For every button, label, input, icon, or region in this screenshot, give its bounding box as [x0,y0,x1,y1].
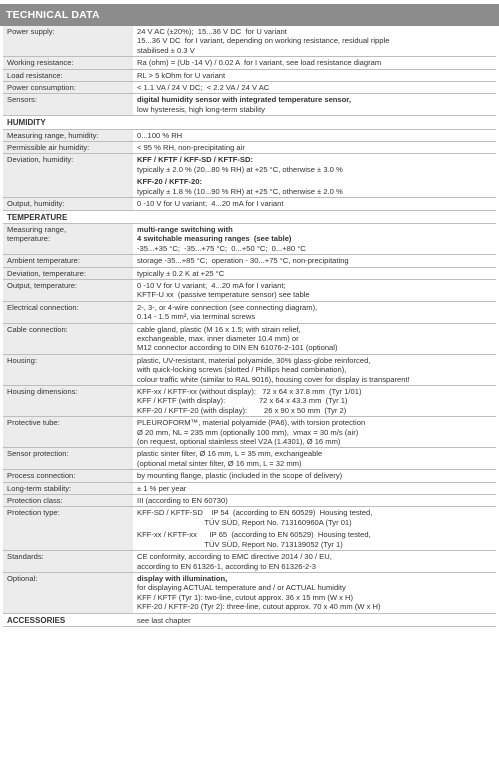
spec-value [133,507,496,551]
spec-label: Measuring range, temperature: [3,223,133,254]
spec-row [3,482,496,494]
spec-value [133,551,496,573]
spec-value-line: TÜV SÜD, Report No. 713139052 (Tyr 1) [137,539,343,549]
spec-value-line: 0.14 - 1.5 mm², via terminal screws [137,312,256,322]
spec-label: Cable connection: [3,323,133,354]
spec-value-line: KFF / KFTF (with display): 72 x 64 x 43.3 mm (Tyr 1) [137,396,348,406]
spec-label: Ambient temperature: [3,255,133,267]
spec-value-line: < 1.1 VA / 24 V DC; < 2.2 VA / 24 V AC [137,83,270,93]
spec-value [133,323,496,354]
spec-value-line: ± 1 % per year [137,483,187,493]
spec-value [133,223,496,254]
spec-value [133,482,496,494]
spec-value [133,57,496,69]
accessories-heading: ACCESSORIES [3,613,133,626]
spec-value-line: plastic, UV-resistant, material polyamide, 30% glass-globe reinforced, [137,355,371,365]
spec-value-line: exchangeable, max. inner diameter 10.4 mm) or [137,333,299,343]
spec-value-line: colour traffic white (similar to RAL 9016), housing cover for display is transparent! [137,374,410,384]
spec-value [133,354,496,385]
spec-value-line: 24 V AC (±20%); 15...36 V DC for U variant [137,27,287,36]
spec-value-line: typically ± 1.8 % (10...90 % RH) at +25 °C, otherwise ± 2.0 % [137,186,343,196]
spec-label: Sensor protection: [3,448,133,470]
spec-value-line: according to EN 61326-1, according to EN 61326-2-3 [137,561,316,571]
spec-value [133,129,496,141]
spec-value-line: typically ± 0.2 K at +25 °C [137,268,225,278]
spec-label: Measuring range, humidity: [3,129,133,141]
spec-label: Deviation, humidity: [3,154,133,198]
spec-row [3,223,496,254]
accessories-value: see last chapter [133,613,496,626]
spec-row [3,301,496,323]
spec-row [3,94,496,116]
spec-value [133,448,496,470]
spec-row [3,572,496,613]
spec-row [3,507,496,551]
spec-value-line: (on request, optional stainless steel V2A (1.4301), Ø 16 mm) [137,437,341,447]
spec-label: Deviation, temperature: [3,267,133,279]
spec-value-line: KFF-SD / KFTF-SD IP 54 (according to EN 60529) Housing tested, [137,508,373,518]
spec-label: Working resistance: [3,57,133,69]
spec-row [3,470,496,482]
spec-value-line: 4 switchable measuring ranges (see table) [137,234,292,244]
spec-value [133,255,496,267]
spec-value [133,267,496,279]
spec-value-line: CE conformity, according to EMC directive 2014 / 30 / EU, [137,552,332,562]
spec-row [3,26,496,57]
spec-label: Output, humidity: [3,198,133,210]
temperature-heading [3,210,496,223]
humidity-heading [3,116,496,129]
spec-row [3,69,496,81]
spec-value-line: (optional metal sinter filter, Ø 16 mm, L = 32 mm) [137,458,302,468]
spec-value [133,142,496,154]
spec-value-line: PLEUROFORM™, material polyamide (PA6), with torsion protection [137,418,366,428]
spec-value-line: 2-, 3-, or 4-wire connection (see connecting diagram), [137,302,318,312]
spec-value-line: KFF-xx / KFTF-xx IP 65 (according to EN 60529) Housing tested, [137,530,371,540]
spec-value-line: 0...100 % RH [137,130,183,140]
spec-value-line: KFF-20 / KFTF-20 (with display): 26 x 90 x 50 mm (Tyr 2) [137,405,347,415]
spec-row [3,279,496,301]
spec-value [133,417,496,448]
spec-label: Power consumption: [3,82,133,94]
spec-row [3,354,496,385]
spec-table [3,26,496,627]
spec-row [3,323,496,354]
spec-value [133,94,496,116]
spec-label: Load resistance: [3,69,133,81]
spec-row [3,386,496,417]
spec-value-line: TÜV SÜD, Report No. 713160960A (Tyr 01) [137,517,352,527]
spec-row [3,198,496,210]
spec-row [3,57,496,69]
spec-value [133,154,496,198]
spec-label: Permissible air humidity: [3,142,133,154]
spec-value-line: by mounting flange, plastic (included in the scope of delivery) [137,471,343,481]
spec-value-line: plastic sinter filter, Ø 16 mm, L = 35 mm, exchangeable [137,449,323,459]
section-title: TECHNICAL DATA [0,4,499,26]
spec-label: Protective tube: [3,417,133,448]
spec-value-line: KFF-20 / KFTF-20 (Tyr 2): three-line, cutout approx. 70 x 40 mm (W x H) [137,602,381,612]
technical-data-sheet [0,4,499,782]
spec-value-line: stabilised ± 0.3 V [137,45,195,55]
spec-value-line: with quick-locking screws (slotted / Phillips head combination), [137,365,347,375]
spec-value-line: 0 -10 V for U variant; 4...20 mA for I variant; [137,280,286,290]
spec-label: Optional: [3,572,133,613]
humidity-heading-label: HUMIDITY [3,116,496,129]
spec-row [3,417,496,448]
spec-row [3,267,496,279]
spec-row [3,255,496,267]
spec-label: Standards: [3,551,133,573]
spec-label: Protection class: [3,495,133,507]
spec-value [133,470,496,482]
spec-value [133,26,496,57]
spec-value [133,198,496,210]
spec-value-line: low hysteresis, high long-term stability [137,104,265,114]
spec-row [3,154,496,198]
spec-value-line: KFF-xx / KFTF-xx (without display): 72 x 64 x 37.8 mm (Tyr 1/01) [137,387,362,396]
spec-value-line: KFTF-U xx (passive temperature sensor) see table [137,290,310,300]
spec-row [3,142,496,154]
spec-value-line: typically ± 2.0 % (20...80 % RH) at +25 °C, otherwise ± 3.0 % [137,164,343,174]
spec-value [133,69,496,81]
spec-value [133,301,496,323]
accessories-row [3,613,496,626]
spec-value-line: -35...+35 °C; -35...+75 °C; 0...+50 °C; 0...+80 °C [137,243,306,253]
spec-value-line: III (according to EN 60730) [137,496,228,506]
spec-label: Process connection: [3,470,133,482]
spec-row [3,495,496,507]
spec-row [3,551,496,573]
spec-row [3,448,496,470]
spec-label: Long-term stability: [3,482,133,494]
spec-value [133,279,496,301]
spec-row [3,82,496,94]
temperature-heading-label: TEMPERATURE [3,210,496,223]
spec-value-line: for displaying ACTUAL temperature and / or ACTUAL humidity [137,583,346,593]
spec-value-line: KFF / KFTF / KFF-SD / KFTF-SD: [137,155,253,165]
spec-label: Protection type: [3,507,133,551]
spec-value-line: cable gland, plastic (M 16 x 1.5; with strain relief, [137,324,301,334]
spec-value [133,572,496,613]
spec-value-line: < 95 % RH, non-precipitating air [137,143,245,153]
spec-value-line: 15...36 V DC for I variant, depending on working resistance, residual ripple [137,36,390,46]
spec-value-line: storage -35...+85 °C; operation - 30...+75 °C, non-precipitating [137,256,349,266]
spec-value [133,495,496,507]
spec-value-line: KFF / KFTF (Tyr 1): two-line, cutout approx. 36 x 15 mm (W x H) [137,592,354,602]
spec-label: Sensors: [3,94,133,116]
spec-value-line: Ra (ohm) = (Ub -14 V) / 0.02 A for I variant, see load resistance diagram [137,58,382,68]
spec-value [133,82,496,94]
spec-label: Power supply: [3,26,133,57]
spec-value-line: 0 -10 V for U variant; 4...20 mA for I variant [137,199,284,209]
spec-value-line: display with illumination, [137,573,228,583]
spec-label: Housing: [3,354,133,385]
spec-value-line: digital humidity sensor with integrated temperature sensor, [137,95,351,105]
spec-label: Housing dimensions: [3,386,133,417]
spec-value [133,386,496,417]
spec-row [3,129,496,141]
spec-label: Electrical connection: [3,301,133,323]
spec-value-line: M12 connector according to DIN EN 61076-2-101 (optional) [137,343,338,353]
spec-value-line: RL > 5 kOhm for U variant [137,70,226,80]
spec-value-line: Ø 20 mm, NL = 235 mm (optionally 100 mm), vmax = 30 m/s (air) [137,427,359,437]
spec-value-line: KFF-20 / KFTF-20: [137,177,202,187]
spec-value-line: multi-range switching with [137,224,233,234]
spec-label: Output, temperature: [3,279,133,301]
